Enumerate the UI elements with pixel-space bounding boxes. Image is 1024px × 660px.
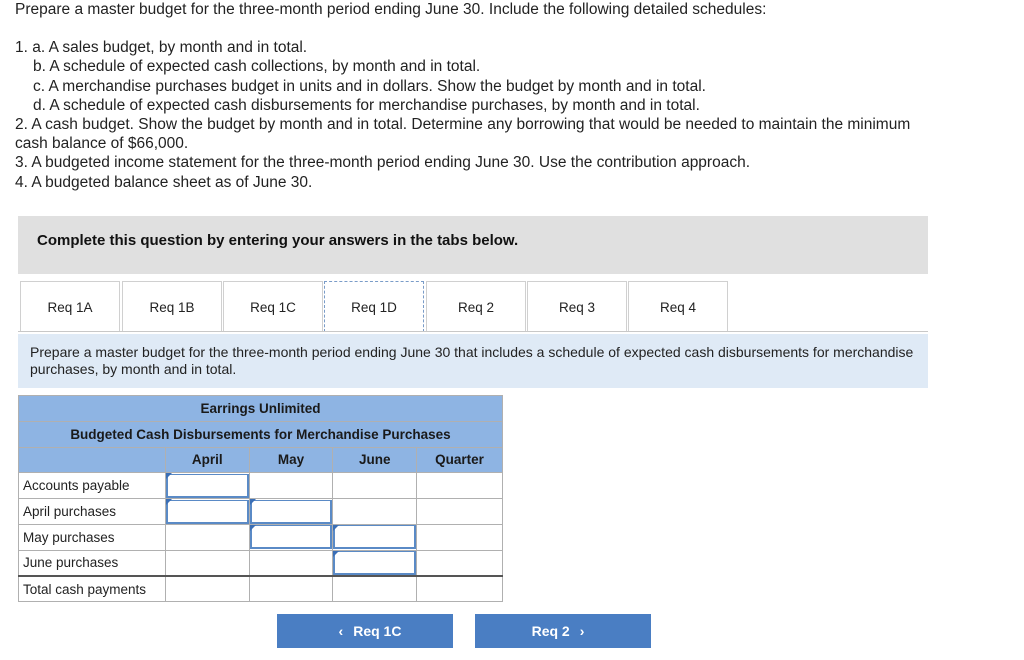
table-row-total xyxy=(19,576,503,602)
intro-item: d. A schedule of expected cash disbursements for merchandise purchases, by month and in total. xyxy=(33,96,700,114)
column-header-april: April xyxy=(165,447,249,473)
row-label-may-purchases: May purchases xyxy=(19,524,166,550)
banner-text: Complete this question by entering your answers in the tabs below. xyxy=(37,232,519,249)
empty-cell xyxy=(333,499,417,525)
tab-req-1c[interactable]: Req 1C xyxy=(223,281,323,332)
input-cell xyxy=(165,473,249,499)
next-req-label: Req 2 xyxy=(531,623,570,639)
column-header-quarter: Quarter xyxy=(417,447,503,473)
june-purchases-june-input[interactable] xyxy=(333,551,416,575)
row-label-june-purchases: June purchases xyxy=(19,550,166,576)
table-row xyxy=(19,499,503,525)
row-label-total-cash-payments: Total cash payments xyxy=(19,576,166,602)
intro-item: 3. A budgeted income statement for the three-month period ending June 30. Use the contribution approach. xyxy=(15,154,751,172)
empty-cell xyxy=(417,473,503,499)
tab-divider xyxy=(18,331,928,332)
empty-cell xyxy=(417,550,503,576)
empty-cell xyxy=(417,524,503,550)
tab-req-3[interactable]: Req 3 xyxy=(527,281,627,332)
empty-cell xyxy=(165,550,249,576)
instructions-banner xyxy=(18,216,928,274)
cash-disbursements-schedule xyxy=(18,395,503,602)
problem-statement xyxy=(15,0,1015,192)
row-label-accounts-payable: Accounts payable xyxy=(19,473,166,499)
column-header-june: June xyxy=(333,447,417,473)
column-header-may: May xyxy=(249,447,333,473)
total-may-cell xyxy=(249,576,333,602)
next-req-button[interactable] xyxy=(475,614,651,648)
input-cell xyxy=(165,499,249,525)
total-june-cell xyxy=(333,576,417,602)
requirement-instruction: Prepare a master budget for the three-month period ending June 30 that includes a schedule of expected cash disbursements for merchandise purchases, by month and in total. xyxy=(18,334,928,388)
accounts-payable-april-input[interactable] xyxy=(166,474,249,498)
input-cell xyxy=(249,524,333,550)
tab-req-4[interactable]: Req 4 xyxy=(628,281,728,332)
table-row xyxy=(19,473,503,499)
intro-item: 2. A cash budget. Show the budget by month and in total. Determine any borrowing that would be needed to maintain the minimum xyxy=(15,116,911,134)
input-cell xyxy=(249,499,333,525)
company-name: Earrings Unlimited xyxy=(19,396,503,422)
intro-item: 4. A budgeted balance sheet as of June 30. xyxy=(15,173,313,191)
intro-item: c. A merchandise purchases budget in units and in dollars. Show the budget by month and in total. xyxy=(33,77,706,95)
empty-cell xyxy=(333,473,417,499)
table-row xyxy=(19,550,503,576)
input-cell xyxy=(333,550,417,576)
schedule-title: Budgeted Cash Disbursements for Merchandise Purchases xyxy=(19,421,503,447)
empty-cell xyxy=(249,550,333,576)
tab-req-1b[interactable]: Req 1B xyxy=(122,281,222,332)
total-april-cell xyxy=(165,576,249,602)
input-cell xyxy=(333,524,417,550)
april-purchases-april-input[interactable] xyxy=(166,500,249,524)
empty-cell xyxy=(417,499,503,525)
tab-req-1a[interactable]: Req 1A xyxy=(20,281,120,332)
empty-cell xyxy=(165,524,249,550)
prev-req-button[interactable] xyxy=(277,614,453,648)
tab-req-1d[interactable]: Req 1D xyxy=(324,281,424,332)
total-quarter-cell xyxy=(417,576,503,602)
intro-item: cash balance of $66,000. xyxy=(15,135,189,153)
chevron-left-icon: ‹ xyxy=(338,623,344,639)
intro-item: b. A schedule of expected cash collections, by month and in total. xyxy=(33,58,481,76)
may-purchases-may-input[interactable] xyxy=(250,525,333,549)
table-row xyxy=(19,524,503,550)
prev-req-label: Req 1C xyxy=(353,623,402,639)
row-label-april-purchases: April purchases xyxy=(19,499,166,525)
chevron-right-icon: › xyxy=(579,623,585,639)
column-header-blank xyxy=(19,447,166,473)
may-purchases-june-input[interactable] xyxy=(333,525,416,549)
empty-cell xyxy=(249,473,333,499)
april-purchases-may-input[interactable] xyxy=(250,500,333,524)
tab-req-2[interactable]: Req 2 xyxy=(426,281,526,332)
intro-line: Prepare a master budget for the three-month period ending June 30. Include the following detailed schedules: xyxy=(15,1,767,18)
intro-item: 1. a. A sales budget, by month and in total. xyxy=(15,39,308,57)
